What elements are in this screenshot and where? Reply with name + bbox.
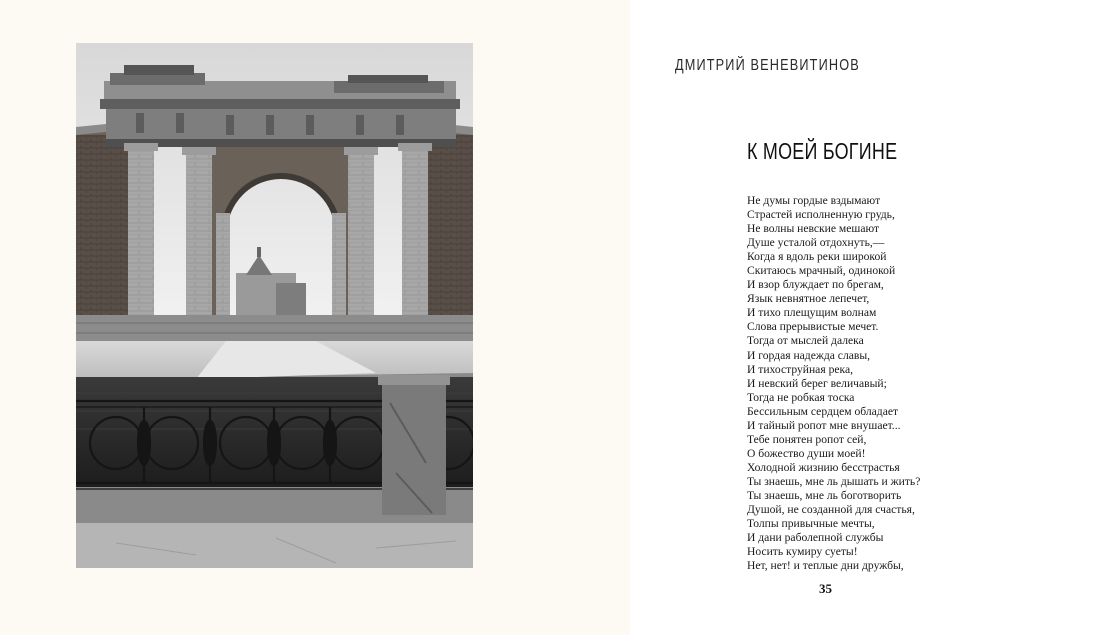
poem-line: Скитаюсь мрачный, одинокой <box>747 264 896 278</box>
poem-line: Не думы гордые вздымают <box>747 194 881 207</box>
author-name: ДМИТРИЙ ВЕНЕВИТИНОВ <box>675 57 860 74</box>
poem-line: Когда я вдоль реки широкой <box>747 250 887 264</box>
arch-photo-image <box>76 43 473 568</box>
poem-line: О божество души моей! <box>747 446 866 460</box>
poem-line: И взор блуждает по брегам, <box>747 278 884 292</box>
poem-text <box>747 194 920 573</box>
poem-line: Носить кумиру суеты! <box>747 545 858 559</box>
poem-line: Холодной жизнию бесстрастья <box>747 460 900 474</box>
poem-title: К МОЕЙ БОГИНЕ <box>747 138 898 164</box>
page-number: 35 <box>819 581 832 596</box>
poem-line: И гордая надежда славы, <box>747 348 871 362</box>
poem-line: И невский берег величавый; <box>747 376 887 390</box>
poem-line: Ты знаешь, мне ль боготворить <box>747 488 902 502</box>
poem-line: Ты знаешь, мне ль дышать и жить? <box>747 474 921 488</box>
poem-line: Страстей исполненную грудь, <box>747 208 895 222</box>
poem-line: Тебе понятен ропот сей, <box>747 432 867 446</box>
poem-line: Тогда не робкая тоска <box>747 390 855 404</box>
poem-line: И тихоструйная река, <box>747 362 854 376</box>
poem-line: Бессильным сердцем обладает <box>747 404 899 418</box>
poem-line: Слова прерывистые мечет. <box>747 320 879 334</box>
poem-line: И тихо плещущим волнам <box>747 306 877 320</box>
poem-line: Душой, не созданной для счастья, <box>747 503 915 517</box>
poem-line: Душе усталой отдохнуть,— <box>747 236 885 250</box>
poem-line: Толпы привычные мечты, <box>747 517 875 531</box>
poem-line: И дани раболепной службы <box>747 531 884 545</box>
poem-line: Не волны невские мешают <box>747 222 880 236</box>
poem-line: Нет, нет! и теплые дни дружбы, <box>747 559 904 573</box>
poem-line: Тогда от мыслей далека <box>747 334 864 348</box>
right-page <box>630 0 1100 635</box>
poem-line: И тайный ропот мне внушает... <box>747 418 901 432</box>
poem-line: Язык невнятное лепечет, <box>747 292 870 306</box>
arch-photo <box>76 43 473 568</box>
